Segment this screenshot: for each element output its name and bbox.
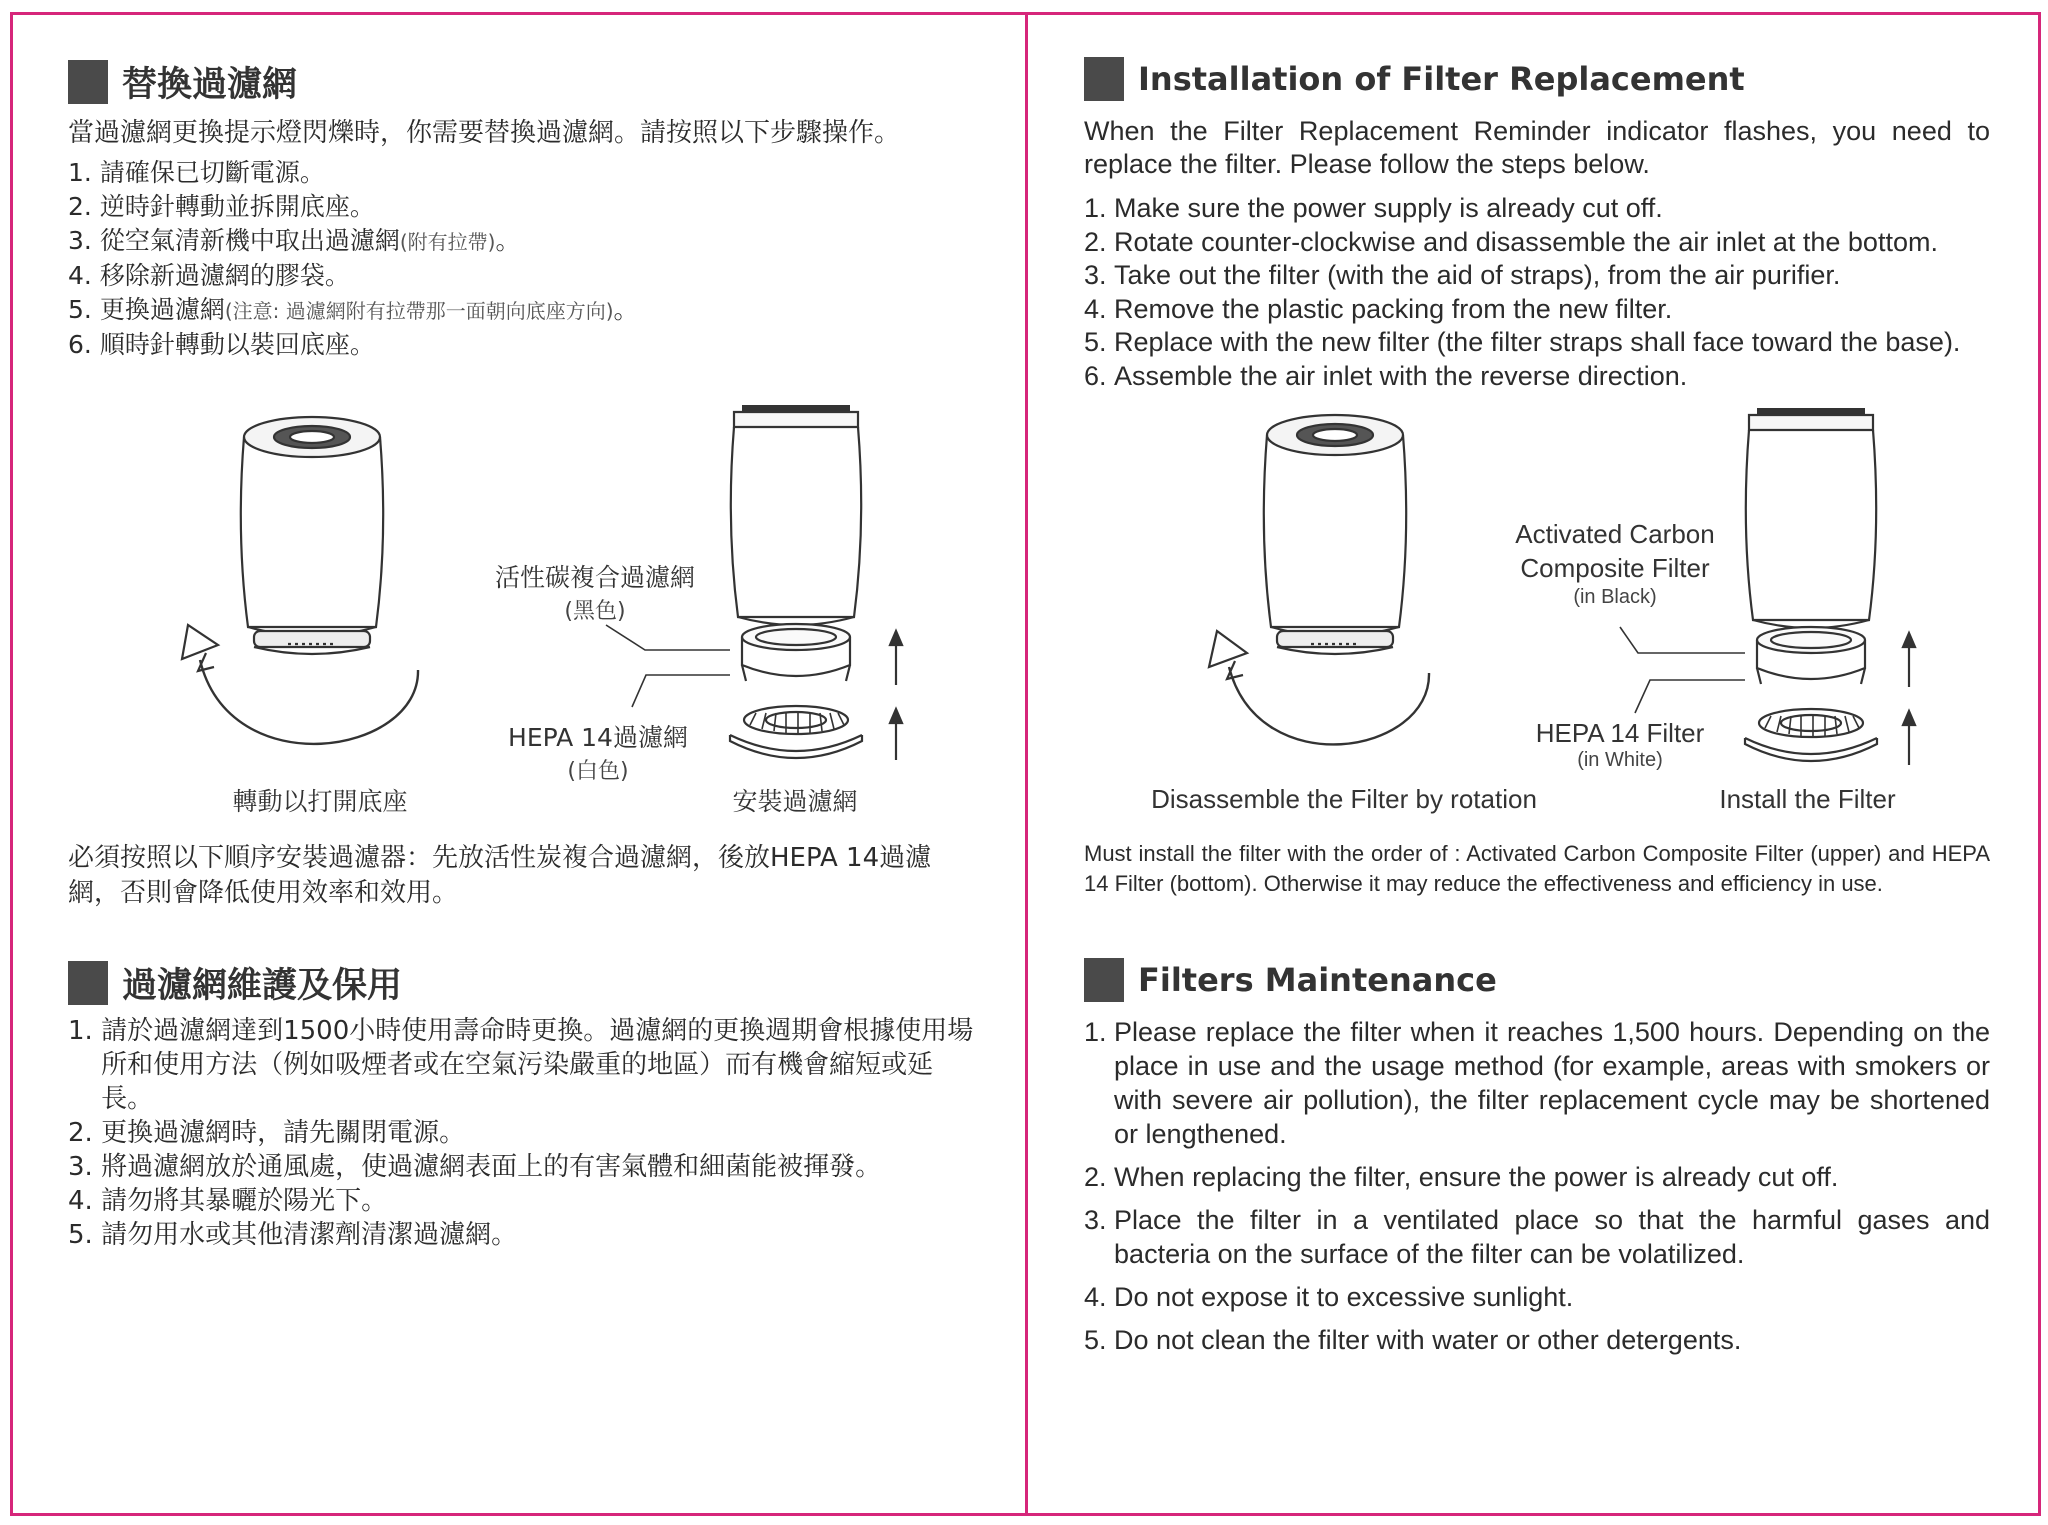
- zh-maintenance-steps: [68, 1014, 978, 1252]
- list-item: 4. Do not expose it to excessive sunlight.: [1084, 1282, 1574, 1312]
- carbon-leader-line: [1620, 627, 1745, 653]
- zh-maintenance-heading: 過濾網維護及保用: [68, 958, 402, 1008]
- list-item: 2. When replacing the filter, ensure the power is already cut off.: [1084, 1162, 1839, 1192]
- zh-caption-rotate: 轉動以打開底座: [232, 787, 408, 816]
- en-maintenance-steps: [1084, 1015, 1990, 1366]
- list-item: 3. Place the filter in a ventilated place so that the harmful gases and bacteria on the surface of the filter can be volatilized.: [1084, 1205, 1990, 1269]
- zh-hepa-label: HEPA 14過濾網 (白色): [508, 723, 688, 784]
- en-install-steps: [1084, 192, 2004, 393]
- list-item: 5. Replace with the new filter (the filter straps shall face toward the base).: [1084, 327, 1961, 357]
- zh-caption-install: 安裝過濾網: [732, 787, 858, 816]
- purifier-body-illustration: [1746, 411, 1876, 628]
- list-item: 5. Do not clean the filter with water or other detergents.: [1084, 1325, 1742, 1355]
- hepa-leader-line: [1635, 680, 1745, 713]
- up-arrow-icon: [1903, 711, 1915, 765]
- zh-order-note: 必須按照以下順序安裝過濾器：先放活性炭複合過濾網，後放HEPA 14過濾網，否則會降低使用效率和效用。: [68, 843, 932, 908]
- heading-block: [68, 961, 108, 1005]
- en-order-note: Must install the filter with the order of : Activated Carbon Composite Filter (upper) and HEPA 14 Filter (bottom). Otherwise it may reduce the effectiveness and efficiency in use.: [1084, 841, 1990, 896]
- list-item: 6. Assemble the air inlet with the reverse direction.: [1084, 360, 1688, 391]
- list-item: 4. 請勿將其暴曬於陽光下。: [68, 1186, 388, 1216]
- zh-install-intro: 當過濾網更換提示燈閃爍時，你需要替換過濾網。請按照以下步驟操作。: [68, 118, 901, 148]
- list-item: 1. Make sure the power supply is already cut off.: [1084, 193, 1663, 223]
- list-item: 6. 順時針轉動以裝回底座。: [68, 330, 375, 359]
- list-item: 1. Please replace the filter when it reaches 1,500 hours. Depending on the place in use and the usage method (for example, areas with smokers or with severe air pollution), the filter replacement cycle may be shortened or lengthened.: [1084, 1017, 1990, 1149]
- carbon-filter-illustration: [1757, 627, 1865, 684]
- list-item: 4. 移除新過濾網的膠袋。: [68, 261, 350, 290]
- en-caption-install: Install the Filter: [1719, 784, 1896, 814]
- list-item: 2. 逆時針轉動並拆開底座。: [68, 192, 375, 221]
- list-item: 2. 更換過濾網時，請先關閉電源。: [68, 1118, 466, 1148]
- carbon-filter-illustration: [742, 624, 850, 681]
- zh-install-steps: [68, 156, 1008, 362]
- list-item: 1. 請於過濾網達到1500小時使用壽命時更換。過濾網的更換週期會根據使用場所和使用方法（例如吸煙者或在空氣污染嚴重的地區）而有機會縮短或延長。: [68, 1016, 974, 1114]
- hepa-leader-line: [632, 675, 730, 707]
- hepa-filter-illustration: [730, 706, 862, 758]
- heading-block: [1084, 958, 1124, 1002]
- list-item: 5. 請勿用水或其他清潔劑清潔過濾網。: [68, 1220, 518, 1250]
- en-install-heading: Installation of Filter Replacement: [1084, 57, 1745, 101]
- list-item: 1. 請確保已切斷電源。: [68, 158, 325, 187]
- zh-install-heading: 替換過濾網: [68, 57, 297, 107]
- up-arrow-icon: [1903, 633, 1915, 687]
- hepa-filter-illustration: [1745, 709, 1877, 761]
- heading-block: [68, 60, 108, 104]
- carbon-leader-line: [606, 625, 730, 650]
- heading-block: [1084, 57, 1124, 101]
- purifier-body-illustration: [731, 408, 861, 625]
- en-caption-rotate: Disassemble the Filter by rotation: [1151, 784, 1537, 814]
- en-hepa-label: HEPA 14 Filter (in White): [1535, 718, 1705, 771]
- zh-carbon-label: 活性碳複合過濾網 (黑色): [494, 563, 695, 624]
- list-item: 3. 從空氣清新機中取出過濾網(附有拉帶)。: [68, 226, 521, 255]
- list-item: 3. 將過濾網放於通風處，使過濾網表面上的有害氣體和細菌能被揮發。: [68, 1152, 882, 1182]
- list-item: 5. 更換過濾網(注意: 過濾網附有拉帶那一面朝向底座方向)。: [68, 295, 639, 324]
- list-item: 4. Remove the plastic packing from the new filter.: [1084, 293, 1673, 324]
- en-carbon-label: Activated Carbon Composite Filter (in Black): [1515, 519, 1715, 608]
- list-item: 2. Rotate counter-clockwise and disassemble the air inlet at the bottom.: [1084, 226, 1938, 257]
- purifier-illustration: [1264, 415, 1406, 654]
- en-install-intro: When the Filter Replacement Reminder indicator flashes, you need to replace the filter. Please follow the steps below.: [1084, 116, 1990, 179]
- list-item: 3. Take out the filter (with the aid of straps), from the air purifier.: [1084, 260, 1841, 290]
- en-maintenance-heading: Filters Maintenance: [1084, 958, 1497, 1002]
- purifier-illustration: [241, 417, 383, 654]
